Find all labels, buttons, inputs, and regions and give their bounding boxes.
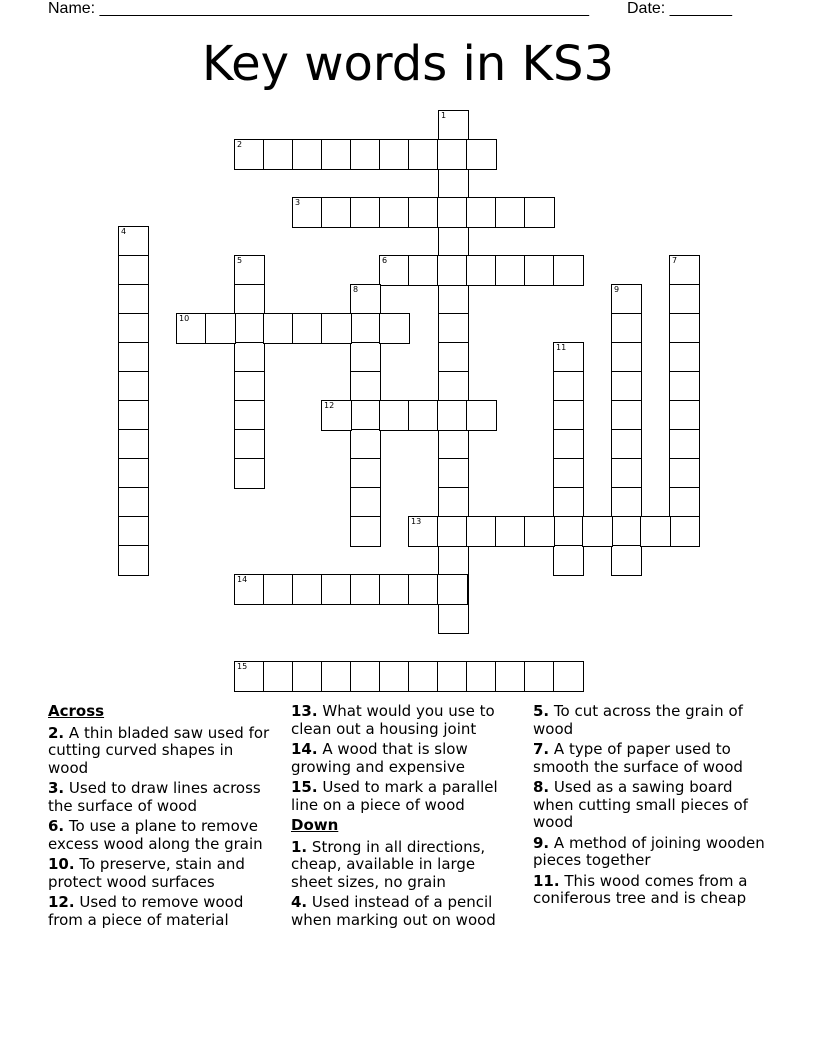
clue-across-14: 14. A wood that is slow growing and expensive (291, 740, 468, 776)
grid-cell[interactable] (437, 661, 468, 692)
grid-cell[interactable] (408, 574, 439, 605)
grid-cell[interactable] (438, 603, 469, 634)
grid-cell[interactable] (438, 574, 469, 605)
grid-cell[interactable] (466, 516, 497, 547)
grid-cell[interactable] (408, 400, 439, 431)
grid-cell[interactable] (669, 487, 700, 518)
grid-cell[interactable] (321, 313, 352, 344)
grid-cell[interactable] (438, 255, 469, 286)
grid-cell[interactable] (379, 139, 410, 170)
grid-cell[interactable] (234, 429, 265, 460)
grid-cell[interactable] (669, 371, 700, 402)
clue-column-1 (48, 703, 276, 932)
grid-cell[interactable] (553, 342, 584, 373)
grid-cell[interactable] (669, 400, 700, 431)
grid-cell[interactable] (234, 574, 265, 605)
grid-cell[interactable] (438, 284, 469, 315)
grid-cell[interactable] (438, 516, 469, 547)
clue-number: 9 (614, 285, 620, 294)
grid-cell[interactable] (350, 371, 381, 402)
grid-cell[interactable] (495, 197, 526, 228)
grid-cell[interactable] (292, 574, 323, 605)
grid-cell[interactable] (263, 313, 294, 344)
grid-cell[interactable] (234, 342, 265, 373)
grid-cell[interactable] (379, 313, 410, 344)
clue-down-5: 5. To cut across the grain of wood (533, 702, 743, 738)
grid-cell[interactable] (350, 574, 381, 605)
clue-number: 2 (237, 140, 243, 149)
grid-cell[interactable] (669, 342, 700, 373)
grid-cell[interactable] (408, 255, 439, 286)
grid-cell[interactable] (611, 371, 642, 402)
clue-down-1: 1. Strong in all directions, cheap, available in large sheet sizes, no grain (291, 837, 486, 891)
name-field[interactable]: Name: _______________________________________________________ (48, 0, 589, 17)
clue-number: 5 (237, 256, 243, 265)
grid-cell[interactable] (582, 516, 613, 547)
clue-across-3: 3. Used to draw lines across the surface of wood (48, 779, 261, 815)
grid-cell[interactable] (379, 400, 410, 431)
grid-cell[interactable] (437, 574, 468, 605)
grid-cell[interactable] (553, 458, 584, 489)
grid-cell[interactable] (438, 371, 469, 402)
grid-cell[interactable] (350, 197, 381, 228)
grid-cell[interactable] (524, 197, 555, 228)
grid-cell[interactable] (437, 139, 468, 170)
grid-cell[interactable] (118, 226, 149, 257)
grid-cell[interactable] (524, 661, 555, 692)
clue-down-11: 11. This wood comes from a coniferous tree and is cheap (533, 871, 748, 907)
grid-cell[interactable] (408, 197, 439, 228)
grid-cell[interactable] (611, 284, 642, 315)
grid-cell[interactable] (437, 400, 468, 431)
grid-cell[interactable] (553, 255, 584, 286)
clue-number: 4 (121, 227, 127, 236)
grid-cell[interactable] (379, 255, 410, 286)
clue-number: 14 (237, 575, 248, 584)
grid-cell[interactable] (118, 458, 149, 489)
grid-cell[interactable] (118, 400, 149, 431)
grid-cell[interactable] (292, 661, 323, 692)
clue-column-2 (291, 703, 519, 932)
grid-cell[interactable] (118, 255, 149, 286)
grid-cell[interactable] (234, 284, 265, 315)
grid-cell[interactable] (438, 313, 469, 344)
grid-cell[interactable] (350, 313, 381, 344)
grid-cell[interactable] (553, 545, 584, 576)
grid-cell[interactable] (321, 400, 352, 431)
grid-cell[interactable] (437, 516, 468, 547)
grid-cell[interactable] (611, 487, 642, 518)
grid-cell[interactable] (611, 458, 642, 489)
grid-cell[interactable] (408, 661, 439, 692)
grid-cell[interactable] (118, 487, 149, 518)
grid-cell[interactable] (611, 400, 642, 431)
grid-cell[interactable] (263, 574, 294, 605)
grid-cell[interactable] (350, 284, 381, 315)
grid-cell[interactable] (524, 516, 555, 547)
clue-down-9: 9. A method of joining wooden pieces together (533, 833, 765, 869)
grid-cell[interactable] (466, 197, 497, 228)
grid-cell[interactable] (553, 516, 584, 547)
down-heading: Down (291, 816, 339, 834)
clue-across-10: 10. To preserve, stain and protect wood surfaces (48, 855, 245, 891)
grid-cell[interactable] (350, 429, 381, 460)
clue-across-13: 13. What would you use to clean out a housing joint (291, 702, 495, 738)
grid-cell[interactable] (495, 516, 526, 547)
grid-cell[interactable] (438, 110, 469, 141)
grid-cell[interactable] (438, 400, 469, 431)
clue-number: 3 (295, 198, 301, 207)
clue-column-3 (533, 703, 773, 911)
clue-across-2: 2. A thin bladed saw used for cutting curved shapes in wood (48, 723, 270, 777)
clue-number: 1 (441, 111, 447, 120)
grid-cell[interactable] (379, 197, 410, 228)
grid-cell[interactable] (640, 516, 671, 547)
page-title: Key words in KS3 (201, 36, 615, 92)
grid-cell[interactable] (118, 545, 149, 576)
clue-number: 11 (556, 343, 567, 352)
grid-cell[interactable] (350, 661, 381, 692)
grid-cell[interactable] (669, 313, 700, 344)
grid-cell[interactable] (438, 342, 469, 373)
clue-across-12: 12. Used to remove wood from a piece of material (48, 893, 244, 929)
grid-cell[interactable] (350, 139, 381, 170)
grid-cell[interactable] (118, 516, 149, 547)
grid-cell[interactable] (669, 516, 700, 547)
grid-cell[interactable] (438, 226, 469, 257)
grid-cell[interactable] (176, 313, 207, 344)
date-field[interactable]: Date: _______ (627, 0, 732, 17)
grid-cell[interactable] (611, 429, 642, 460)
grid-cell[interactable] (669, 429, 700, 460)
clue-down-8: 8. Used as a sawing board when cutting small pieces of wood (533, 778, 748, 831)
grid-cell[interactable] (292, 139, 323, 170)
grid-cell[interactable] (553, 400, 584, 431)
grid-cell[interactable] (118, 313, 149, 344)
grid-cell[interactable] (118, 284, 149, 315)
grid-cell[interactable] (553, 371, 584, 402)
grid-cell[interactable] (611, 545, 642, 576)
clue-number: 13 (411, 517, 422, 526)
grid-cell[interactable] (118, 429, 149, 460)
grid-cell[interactable] (466, 661, 497, 692)
grid-cell[interactable] (379, 661, 410, 692)
grid-cell[interactable] (611, 516, 642, 547)
grid-cell[interactable] (234, 400, 265, 431)
clue-across-6: 6. To use a plane to remove excess wood along the grain (48, 817, 263, 853)
grid-cell[interactable] (292, 197, 323, 228)
grid-cell[interactable] (466, 255, 497, 286)
grid-cell[interactable] (495, 255, 526, 286)
grid-cell[interactable] (408, 139, 439, 170)
grid-cell[interactable] (438, 139, 469, 170)
grid-cell[interactable] (350, 458, 381, 489)
grid-cell[interactable] (292, 313, 323, 344)
grid-cell[interactable] (495, 661, 526, 692)
clue-down-7: 7. A type of paper used to smooth the surface of wood (533, 740, 743, 776)
clue-number: 7 (672, 256, 678, 265)
grid-cell[interactable] (263, 661, 294, 692)
grid-cell[interactable] (234, 661, 265, 692)
grid-cell[interactable] (437, 255, 468, 286)
clue-number: 8 (353, 285, 359, 294)
clue-number: 10 (179, 314, 190, 323)
grid-cell[interactable] (321, 139, 352, 170)
grid-cell[interactable] (234, 458, 265, 489)
grid-cell[interactable] (438, 197, 469, 228)
grid-cell[interactable] (205, 313, 236, 344)
grid-cell[interactable] (669, 255, 700, 286)
grid-cell[interactable] (234, 371, 265, 402)
grid-cell[interactable] (611, 342, 642, 373)
grid-cell[interactable] (234, 255, 265, 286)
grid-cell[interactable] (379, 574, 410, 605)
grid-cell[interactable] (321, 574, 352, 605)
grid-cell[interactable] (466, 400, 497, 431)
grid-cell[interactable] (553, 661, 584, 692)
grid-cell[interactable] (350, 400, 381, 431)
grid-cell[interactable] (553, 487, 584, 518)
clue-across-15: 15. Used to mark a parallel line on a piece of wood (291, 778, 498, 814)
grid-cell[interactable] (350, 487, 381, 518)
grid-cell[interactable] (234, 139, 265, 170)
grid-cell[interactable] (553, 429, 584, 460)
grid-cell[interactable] (466, 139, 497, 170)
clue-number: 12 (324, 401, 335, 410)
grid-cell[interactable] (524, 255, 555, 286)
grid-cell[interactable] (408, 516, 439, 547)
clue-number: 15 (237, 662, 248, 671)
grid-cell[interactable] (611, 313, 642, 344)
grid-cell[interactable] (350, 516, 381, 547)
grid-cell[interactable] (669, 284, 700, 315)
grid-cell[interactable] (438, 458, 469, 489)
grid-cell[interactable] (321, 197, 352, 228)
grid-cell[interactable] (321, 661, 352, 692)
grid-cell[interactable] (438, 545, 469, 576)
grid-cell[interactable] (263, 139, 294, 170)
grid-cell[interactable] (438, 487, 469, 518)
grid-cell[interactable] (234, 313, 265, 344)
clue-down-4: 4. Used instead of a pencil when marking out on wood (291, 893, 496, 929)
across-heading: Across (48, 702, 105, 720)
grid-cell[interactable] (118, 342, 149, 373)
grid-cell[interactable] (438, 429, 469, 460)
clue-number: 6 (382, 256, 388, 265)
grid-cell[interactable] (350, 342, 381, 373)
grid-cell[interactable] (669, 458, 700, 489)
grid-cell[interactable] (118, 371, 149, 402)
grid-cell[interactable] (437, 197, 468, 228)
grid-cell[interactable] (438, 168, 469, 199)
